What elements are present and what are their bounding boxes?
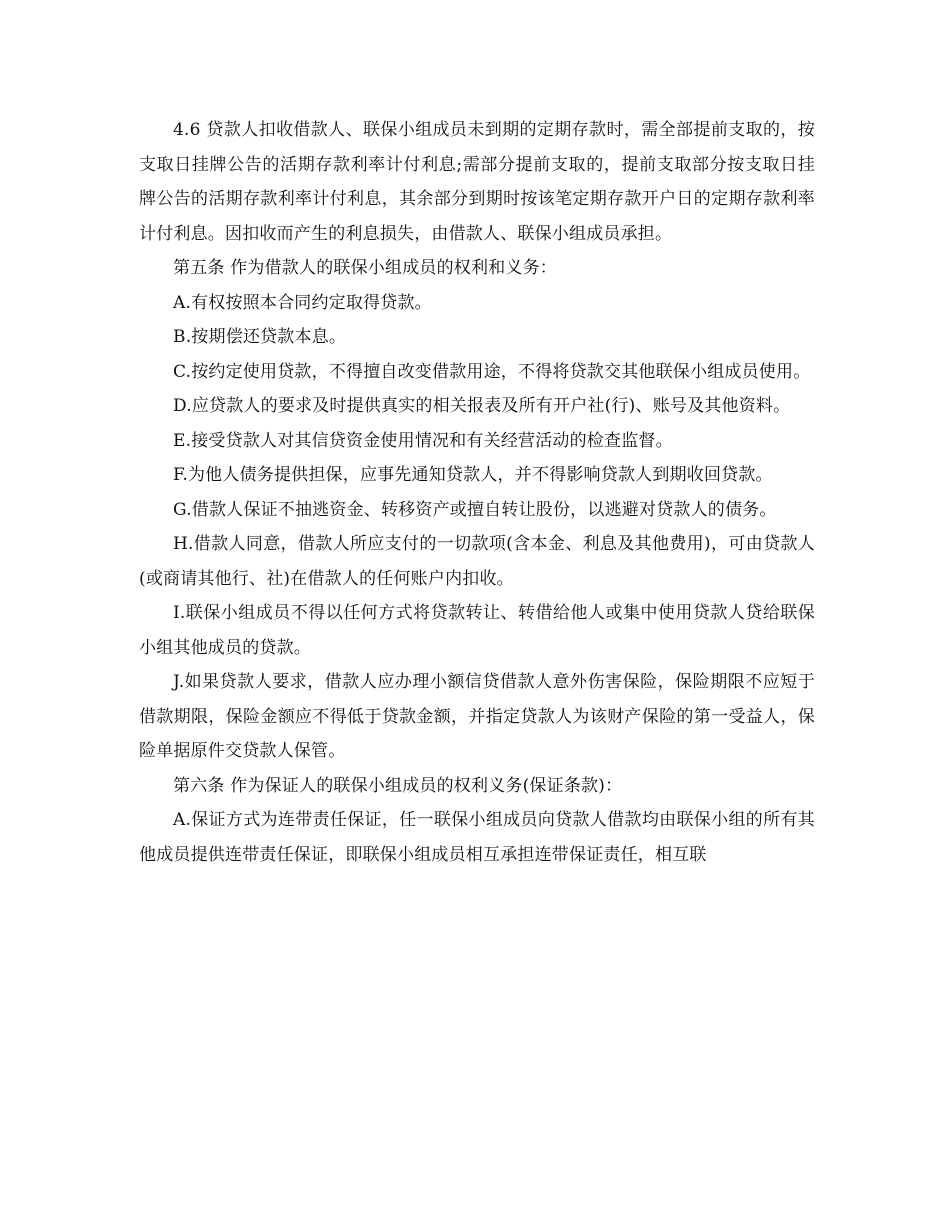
article-5-item-f: F.为他人债务提供担保，应事先通知贷款人，并不得影响贷款人到期收回贷款。 xyxy=(173,465,773,485)
article-5-item-c: C.按约定使用贷款，不得擅自改变借款用途，不得将贷款交其他联保小组成员使用。 xyxy=(173,361,811,382)
article-5-item-j: J.如果贷款人要求，借款人应办理小额信贷借款人意外伤害保险，保险期限不应短于借款期限，保险金额应不得低于贷款金额，并指定贷款人为该财产保险的第一受益人，保险单据原件交贷款人保管。 xyxy=(139,672,815,761)
document-body xyxy=(139,113,815,872)
article-5-heading: 第五条 作为借款人的联保小组成员的权利和义务： xyxy=(173,258,558,278)
article-5-item-i: I.联保小组成员不得以任何方式将贷款转让、转借给他人或集中使用贷款人贷给联保小组其他成员的贷款。 xyxy=(139,603,815,658)
article-5-item-g: G.借款人保证不抽逃资金、转移资产或擅自转让股份，以逃避对贷款人的债务。 xyxy=(173,499,777,520)
article-5-item-e: E.接受贷款人对其信贷资金使用情况和有关经营活动的检查监督。 xyxy=(173,430,673,451)
article-6-heading: 第六条 作为保证人的联保小组成员的权利义务(保证条款)： xyxy=(173,775,623,796)
article-5-item-a: A.有权按照本合同约定取得贷款。 xyxy=(173,292,432,313)
article-6-item-a: A.保证方式为连带责任保证，任一联保小组成员向贷款人借款均由联保小组的所有其他成员提供连带责任保证，即联保小组成员相互承担连带保证责任，相互联 xyxy=(139,810,815,865)
article-5-item-d: D.应贷款人的要求及时提供真实的相关报表及所有开户社(行)、账号及其他资料。 xyxy=(173,396,791,416)
article-5-item-b: B.按期偿还贷款本息。 xyxy=(173,327,347,347)
article-5-item-h: H.借款人同意，借款人所应支付的一切款项(含本金、利息及其他费用)，可由贷款人(或商请其他行、社)在借款人的任何账户内扣收。 xyxy=(139,534,815,589)
paragraph-4-6: 4.6 贷款人扣收借款人、联保小组成员未到期的定期存款时，需全部提前支取的，按支取日挂牌公告的活期存款利率计付利息;需部分提前支取的，提前支取部分按支取日挂牌公告的活期存款利率计付利息，其余部分到期时按该笔定期存款开户日的定期存款利率计付利息。因扣收而产生的利息损失，由借款人、联保小组成员承担。 xyxy=(139,120,815,244)
